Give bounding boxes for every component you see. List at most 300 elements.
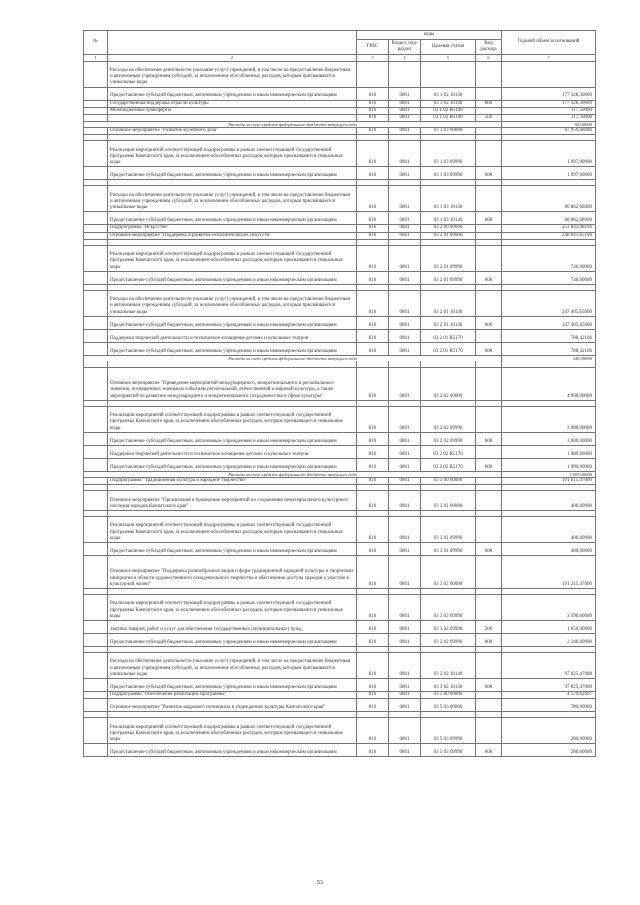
- colnum-1: 1: [84, 55, 108, 62]
- row-name: Поддержка творческой деятельности и техническое оснащение детских и кукольных театров: [108, 445, 357, 458]
- row-amount: 247 405,65000: [502, 290, 596, 316]
- row-target-article: 03 1 03 09990: [421, 167, 476, 180]
- row-expense-type: 600: [476, 458, 502, 471]
- row-amount: 97 825,47000: [502, 652, 596, 678]
- row-expense-type: [476, 594, 502, 620]
- table-row: [84, 542, 596, 555]
- row-target-article: 03 5 03 09990: [421, 744, 476, 757]
- row-grbs: 816: [357, 718, 389, 744]
- table-row: [84, 316, 596, 329]
- row-name: Предоставление субсидий бюджетным, автономным учреждениям и иным некоммерческим организациям: [108, 342, 357, 355]
- table-row: [84, 555, 596, 588]
- row-grbs: 816: [357, 212, 389, 225]
- row-razdel: 0801: [389, 445, 421, 458]
- row-expense-type: 500: [476, 114, 502, 121]
- row-number: [84, 652, 108, 678]
- table-row: [84, 620, 596, 633]
- row-amount: 1 097,00000: [502, 141, 596, 167]
- row-number: [84, 691, 108, 698]
- row-target-article: 03 1 02 R5190: [421, 107, 476, 114]
- table-row: [84, 141, 596, 167]
- header-tsel: Целевая статья: [421, 40, 476, 55]
- colnum-3: 3: [357, 55, 389, 62]
- row-target-article: 03 1 03 10140: [421, 186, 476, 212]
- table-row: [84, 271, 596, 284]
- row-number: [84, 61, 108, 87]
- row-razdel: 0801: [389, 699, 421, 712]
- table-row: [84, 367, 596, 400]
- row-target-article: 03 2 02 00000: [421, 367, 476, 400]
- row-grbs: 816: [357, 87, 389, 100]
- row-name: Предоставление субсидий бюджетным, автономным учреждениям и иным некоммерческим организациям: [108, 458, 357, 471]
- table-row: [84, 652, 596, 678]
- row-target-article: 03 2 01 R5170: [421, 342, 476, 355]
- row-expense-type: 600: [476, 678, 502, 691]
- row-name: Основное мероприятие "Организация и проведение мероприятий по сохранению нематериального культурного наследия народов Камчатского края": [108, 490, 357, 510]
- row-amount: 4 179,62607: [502, 691, 596, 698]
- row-name: Предоставление субсидий бюджетным, автономным учреждениям и иным некоммерческим организациям: [108, 432, 357, 445]
- budget-table: [83, 30, 596, 757]
- note-text: Расходы за счет средств федерального бюджета текущего года: [84, 355, 502, 361]
- row-amount: 101 615,47000: [502, 477, 596, 484]
- row-expense-type: 600: [476, 167, 502, 180]
- row-target-article: 03 2 02 R5170: [421, 458, 476, 471]
- row-expense-type: 200: [476, 620, 502, 633]
- row-grbs: 816: [357, 744, 389, 757]
- row-number: [84, 432, 108, 445]
- row-target-article: 03 1 02 10140: [421, 87, 476, 100]
- row-name: Расходы на обеспечение деятельности (оказание услуг) учреждений, в том числе на предоставление бюджетным и автономным учреждениям субсидий, за исключением обособленных расходов, которым присваиваются уникальные коды: [108, 290, 357, 316]
- row-number: [84, 542, 108, 555]
- table-row: [84, 633, 596, 646]
- table-row: [84, 490, 596, 510]
- table-row: [84, 107, 596, 114]
- row-razdel: 0801: [389, 114, 421, 121]
- row-target-article: 03 5 00 00000: [421, 691, 476, 698]
- row-target-article: 03 1 03 09990: [421, 141, 476, 167]
- row-razdel: 0801: [389, 477, 421, 484]
- row-grbs: 816: [357, 245, 389, 271]
- row-name: Основное мероприятие "Поддержка и развитие исполнительских искусств": [108, 232, 357, 239]
- row-expense-type: 600: [476, 542, 502, 555]
- table-row: [84, 594, 596, 620]
- row-amount: 177 328,30000: [502, 100, 596, 107]
- note-text: Расходы за счет средств федерального бюджета текущего года: [84, 122, 502, 128]
- row-name: Реализация мероприятий соответствующей подпрограммы в рамках соответствующей государственной программы Камчатского края, за исключением обособленных расходов, которым присваиваются уникальные коды: [108, 516, 357, 542]
- table-row: [84, 516, 596, 542]
- row-name: Расходы на обеспечение деятельности (оказание услуг) учреждений, в том числе на предоставление бюджетным и автономным учреждениям субсидий, за исключением обособленных расходов, которым присваиваются уникальные коды: [108, 61, 357, 87]
- header-codes: коды: [357, 31, 502, 40]
- row-number: [84, 290, 108, 316]
- row-number: [84, 141, 108, 167]
- row-target-article: 03 2 01 09990: [421, 271, 476, 284]
- row-number: [84, 516, 108, 542]
- row-razdel: 0801: [389, 107, 421, 114]
- row-number: [84, 107, 108, 114]
- row-amount: 1 050,00000: [502, 620, 596, 633]
- row-expense-type: [476, 225, 502, 232]
- row-amount: 280,00000: [502, 744, 596, 757]
- row-grbs: 816: [357, 329, 389, 342]
- row-razdel: 0801: [389, 432, 421, 445]
- row-razdel: 0801: [389, 186, 421, 212]
- row-target-article: [421, 61, 476, 87]
- row-name: Межбюджетные трансферты: [108, 107, 357, 114]
- table-row: [84, 678, 596, 691]
- row-amount: 248 041,65106: [502, 232, 596, 239]
- row-target-article: 03 2 01 10140: [421, 316, 476, 329]
- row-target-article: 03 2 02 09990: [421, 432, 476, 445]
- row-razdel: 0801: [389, 620, 421, 633]
- row-name: Подпрограмма "Обеспечение реализации Программы": [108, 691, 357, 698]
- row-name: Предоставление субсидий бюджетным, автономным учреждениям и иным некоммерческим организациям: [108, 212, 357, 225]
- row-expense-type: [476, 107, 502, 114]
- row-name: Государственная поддержка отрасли культуры: [108, 100, 357, 107]
- table-row: [84, 406, 596, 432]
- row-grbs: 816: [357, 186, 389, 212]
- row-target-article: 03 1 02 10140: [421, 100, 476, 107]
- note-amount: 349,00000: [502, 355, 596, 361]
- row-expense-type: [476, 490, 502, 510]
- row-name: Предоставление субсидий бюджетным, автономным учреждениям и иным некоммерческим организациям: [108, 678, 357, 691]
- row-amount: [502, 61, 596, 87]
- note-amount: 1 805,00000: [502, 471, 596, 477]
- row-expense-type: [476, 691, 502, 698]
- row-number: [84, 225, 108, 232]
- row-razdel: 0801: [389, 225, 421, 232]
- row-expense-type: [476, 141, 502, 167]
- row-expense-type: [476, 245, 502, 271]
- row-name: Предоставление субсидий бюджетным, автономным учреждениям и иным некоммерческим организациям: [108, 271, 357, 284]
- row-grbs: 816: [357, 232, 389, 239]
- row-target-article: 03 3 02 10140: [421, 652, 476, 678]
- row-expense-type: [476, 445, 502, 458]
- row-grbs: 816: [357, 367, 389, 400]
- row-amount: 280,00000: [502, 718, 596, 744]
- row-expense-type: [476, 232, 502, 239]
- row-expense-type: [476, 87, 502, 100]
- row-amount: 3 000,00000: [502, 432, 596, 445]
- row-razdel: 0801: [389, 678, 421, 691]
- row-target-article: 03 2 02 R5170: [421, 445, 476, 458]
- row-amount: 746,00000: [502, 271, 596, 284]
- row-grbs: 816: [357, 128, 389, 135]
- row-amount: 117,50000: [502, 114, 596, 121]
- row-target-article: 03 3 01 09990: [421, 542, 476, 555]
- row-expense-type: [476, 516, 502, 542]
- row-grbs: 816: [357, 445, 389, 458]
- row-grbs: 816: [357, 271, 389, 284]
- header-razdel: Раздел, под-раздел: [389, 40, 421, 55]
- table-row: [84, 61, 596, 87]
- row-razdel: 0801: [389, 555, 421, 588]
- row-amount: 86 862,68000: [502, 212, 596, 225]
- row-target-article: 03 2 02 09990: [421, 406, 476, 432]
- row-expense-type: [476, 329, 502, 342]
- table-row: [84, 718, 596, 744]
- row-expense-type: [476, 406, 502, 432]
- row-grbs: 816: [357, 490, 389, 510]
- row-grbs: 816: [357, 141, 389, 167]
- row-number: [84, 329, 108, 342]
- colnum-2: 2: [108, 55, 357, 62]
- row-number: [84, 186, 108, 212]
- row-amount: 400,00000: [502, 542, 596, 555]
- row-number: [84, 477, 108, 484]
- row-target-article: 03 2 01 R5170: [421, 329, 476, 342]
- row-razdel: 0801: [389, 744, 421, 757]
- row-grbs: 816: [357, 100, 389, 107]
- table-row: [84, 212, 596, 225]
- row-number: [84, 445, 108, 458]
- row-number: [84, 633, 108, 646]
- table-row: [84, 744, 596, 757]
- row-expense-type: [476, 718, 502, 744]
- row-razdel: 0801: [389, 329, 421, 342]
- row-grbs: 816: [357, 652, 389, 678]
- row-name: Подпрограмма "Искусство": [108, 225, 357, 232]
- row-name: Основное мероприятие "Развитие музейного дела": [108, 128, 357, 135]
- row-expense-type: 600: [476, 342, 502, 355]
- row-grbs: 816: [357, 316, 389, 329]
- table-row: [84, 432, 596, 445]
- row-number: [84, 718, 108, 744]
- row-target-article: 03 1 02 R5190: [421, 114, 476, 121]
- row-number: [84, 100, 108, 107]
- row-razdel: 0801: [389, 406, 421, 432]
- row-name: Расходы на обеспечение деятельности (оказание услуг) учреждений, в том числе на предоставление бюджетным и автономным учреждениям субсидий, за исключением обособленных расходов, которым присваиваются уникальные коды: [108, 652, 357, 678]
- row-target-article: 03 1 03 10140: [421, 212, 476, 225]
- row-name: Реализация мероприятий соответствующей подпрограммы в рамках соответствующей государственной программы Камчатского края, за исключением обособленных расходов, которым присваиваются уникальные коды: [108, 141, 357, 167]
- row-name: Предоставление субсидий бюджетным, автономным учреждениям и иным некоммерческим организациям: [108, 167, 357, 180]
- row-number: [84, 342, 108, 355]
- row-amount: 2 340,00000: [502, 633, 596, 646]
- row-expense-type: [476, 290, 502, 316]
- row-number: [84, 594, 108, 620]
- row-razdel: 0801: [389, 290, 421, 316]
- row-number: [84, 271, 108, 284]
- row-number: [84, 128, 108, 135]
- row-razdel: 0801: [389, 167, 421, 180]
- table-row: [84, 445, 596, 458]
- row-expense-type: [476, 367, 502, 400]
- row-amount: 788,42106: [502, 342, 596, 355]
- header-num: №: [84, 31, 108, 55]
- row-target-article: 03 3 02 09990: [421, 594, 476, 620]
- row-razdel: 0801: [389, 542, 421, 555]
- row-target-article: 03 3 02 10140: [421, 678, 476, 691]
- row-target-article: 03 2 00 00000: [421, 225, 476, 232]
- row-name: Расходы на обеспечение деятельности (оказание услуг) учреждений, в том числе на предоставление бюджетным и автономным учреждениям субсидий, за исключением обособленных расходов, которым присваиваются уникальные коды: [108, 186, 357, 212]
- table-row: [84, 128, 596, 135]
- row-amount: 117,50000: [502, 107, 596, 114]
- table-row: [84, 290, 596, 316]
- row-target-article: 03 3 01 00000: [421, 490, 476, 510]
- row-name: Основное мероприятие "Поддержка разнообразных видов и форм традиционной народной культуры и творческих инициатив в области художественного самодеятельного творчества и обеспечение доступа граждан к участию в культурной жизни": [108, 555, 357, 588]
- colnum-4: 4: [389, 55, 421, 62]
- row-grbs: 816: [357, 107, 389, 114]
- row-amount: 3 000,00000: [502, 406, 596, 432]
- row-expense-type: 600: [476, 316, 502, 329]
- table-row: [84, 342, 596, 355]
- row-razdel: 0801: [389, 594, 421, 620]
- row-grbs: 816: [357, 290, 389, 316]
- row-amount: 746,00000: [502, 245, 596, 271]
- row-target-article: 03 5 03 09990: [421, 718, 476, 744]
- row-expense-type: [476, 652, 502, 678]
- row-amount: 400,00000: [502, 490, 596, 510]
- row-target-article: 03 2 01 09990: [421, 245, 476, 271]
- row-expense-type: [476, 186, 502, 212]
- row-target-article: 03 5 03 00000: [421, 699, 476, 712]
- budget-table-body: [84, 61, 596, 757]
- row-name: Реализация мероприятий соответствующей подпрограммы в рамках соответствующей государственной программы Камчатского края, за исключением обособленных расходов, которым присваиваются уникальные коды: [108, 718, 357, 744]
- colnum-6: 6: [476, 55, 502, 62]
- header-vid: Вид расхода: [476, 40, 502, 55]
- row-amount: 177 328,30000: [502, 87, 596, 100]
- row-amount: 780,00000: [502, 699, 596, 712]
- row-name: Реализация мероприятий соответствующей подпрограммы в рамках соответствующей государственной программы Камчатского края, за исключением обособленных расходов, которым присваиваются уникальные коды: [108, 594, 357, 620]
- row-razdel: 0801: [389, 141, 421, 167]
- colnum-5: 5: [421, 55, 476, 62]
- row-razdel: 0801: [389, 342, 421, 355]
- table-row: [84, 245, 596, 271]
- row-grbs: 816: [357, 620, 389, 633]
- row-name: [108, 114, 357, 121]
- row-amount: 788,42106: [502, 329, 596, 342]
- row-grbs: 816: [357, 458, 389, 471]
- row-grbs: 816: [357, 406, 389, 432]
- row-number: [84, 316, 108, 329]
- row-target-article: 03 3 00 00000: [421, 477, 476, 484]
- row-grbs: 816: [357, 167, 389, 180]
- row-grbs: 816: [357, 691, 389, 698]
- row-number: [84, 114, 108, 121]
- row-name: Реализация мероприятий соответствующей подпрограммы в рамках соответствующей государственной программы Камчатского края, за исключением обособленных расходов, которым присваиваются уникальные коды: [108, 245, 357, 271]
- table-row: [84, 691, 596, 698]
- row-expense-type: 600: [476, 633, 502, 646]
- row-name: Предоставление субсидий бюджетным, автономным учреждениям и иным некоммерческим организациям: [108, 542, 357, 555]
- row-expense-type: 600: [476, 212, 502, 225]
- row-grbs: 816: [357, 516, 389, 542]
- row-razdel: 0801: [389, 367, 421, 400]
- row-amount: 400,00000: [502, 516, 596, 542]
- row-expense-type: 600: [476, 100, 502, 107]
- row-grbs: 816: [357, 342, 389, 355]
- row-grbs: 816: [357, 225, 389, 232]
- row-expense-type: 600: [476, 271, 502, 284]
- colnum-7: 7: [502, 55, 596, 62]
- header-name: [108, 31, 357, 55]
- row-razdel: 0801: [389, 718, 421, 744]
- row-name: Основное мероприятие "Проведение мероприятий международного, межрегионального и регионального значения, посвященных значимым событиям региональной, отечественной и мировой культуры, а также мероприятий по развитию международного и межрегионального сотрудничества в сфере культуры": [108, 367, 357, 400]
- row-razdel: 0801: [389, 212, 421, 225]
- row-number: [84, 406, 108, 432]
- row-razdel: 0801: [389, 633, 421, 646]
- row-expense-type: 600: [476, 744, 502, 757]
- row-number: [84, 699, 108, 712]
- row-grbs: 816: [357, 678, 389, 691]
- row-grbs: 816: [357, 699, 389, 712]
- row-razdel: 0801: [389, 245, 421, 271]
- row-razdel: 0801: [389, 316, 421, 329]
- row-name: Предоставление субсидий бюджетным, автономным учреждениям и иным некоммерческим организациям: [108, 633, 357, 646]
- row-grbs: 816: [357, 542, 389, 555]
- row-grbs: 816: [357, 633, 389, 646]
- row-amount: 1 097,00000: [502, 167, 596, 180]
- row-target-article: 03 3 01 09990: [421, 516, 476, 542]
- row-grbs: 816: [357, 594, 389, 620]
- row-number: [84, 167, 108, 180]
- row-name: Предоставление субсидий бюджетным, автономным учреждениям и иным некоммерческим организациям: [108, 744, 357, 757]
- row-expense-type: [476, 699, 502, 712]
- header-grbs: ГРБС: [357, 40, 389, 55]
- row-name: Подпрограмма "Традиционная культура и народное творчество": [108, 477, 357, 484]
- row-target-article: 03 3 02 09990: [421, 620, 476, 633]
- row-target-article: 03 1 03 00000: [421, 128, 476, 135]
- row-name: Предоставление субсидий бюджетным, автономным учреждениям и иным некоммерческим организациям: [108, 87, 357, 100]
- row-amount: 253 843,08106: [502, 225, 596, 232]
- row-razdel: 0801: [389, 652, 421, 678]
- page-number: 53: [317, 880, 323, 886]
- row-expense-type: [476, 128, 502, 135]
- row-number: [84, 744, 108, 757]
- row-amount: 3 390,00000: [502, 594, 596, 620]
- table-row: [84, 87, 596, 100]
- row-amount: 1 900,00000: [502, 458, 596, 471]
- row-name: Основное мероприятие "Развитие кадрового потенциала в учреждениях культуры Камчатского края": [108, 699, 357, 712]
- table-row: [84, 225, 596, 232]
- row-amount: 97 825,47000: [502, 678, 596, 691]
- row-razdel: 0801: [389, 100, 421, 107]
- row-number: [84, 620, 108, 633]
- row-number: [84, 678, 108, 691]
- table-row: [84, 186, 596, 212]
- row-target-article: 03 3 02 00000: [421, 555, 476, 588]
- note-amount: 94,00000: [502, 122, 596, 128]
- table-row: [84, 477, 596, 484]
- row-grbs: [357, 61, 389, 87]
- row-grbs: 816: [357, 114, 389, 121]
- row-razdel: 0801: [389, 87, 421, 100]
- note-text: Расходы за счет средств федерального бюджета текущего года: [84, 471, 502, 477]
- row-number: [84, 245, 108, 271]
- row-amount: 87 959,68000: [502, 128, 596, 135]
- row-number: [84, 458, 108, 471]
- row-expense-type: 600: [476, 432, 502, 445]
- table-row: [84, 167, 596, 180]
- row-grbs: 816: [357, 555, 389, 588]
- table-row: [84, 458, 596, 471]
- row-amount: 1 900,00000: [502, 445, 596, 458]
- row-razdel: 0801: [389, 232, 421, 239]
- row-amount: 101 215,47000: [502, 555, 596, 588]
- row-name: Закупка товаров, работ и услуг для обеспечения государственных (муниципальных) нужд: [108, 620, 357, 633]
- row-number: [84, 490, 108, 510]
- row-razdel: 0801: [389, 128, 421, 135]
- header-amount: Годовой объем ассигнований: [502, 31, 596, 55]
- row-number: [84, 212, 108, 225]
- row-expense-type: [476, 61, 502, 87]
- row-number: [84, 367, 108, 400]
- row-grbs: 816: [357, 432, 389, 445]
- row-razdel: 0801: [389, 490, 421, 510]
- row-amount: 86 862,68000: [502, 186, 596, 212]
- row-amount: 4 900,00000: [502, 367, 596, 400]
- row-name: Предоставление субсидий бюджетным, автономным учреждениям и иным некоммерческим организациям: [108, 316, 357, 329]
- row-number: [84, 232, 108, 239]
- row-target-article: 03 2 01 00000: [421, 232, 476, 239]
